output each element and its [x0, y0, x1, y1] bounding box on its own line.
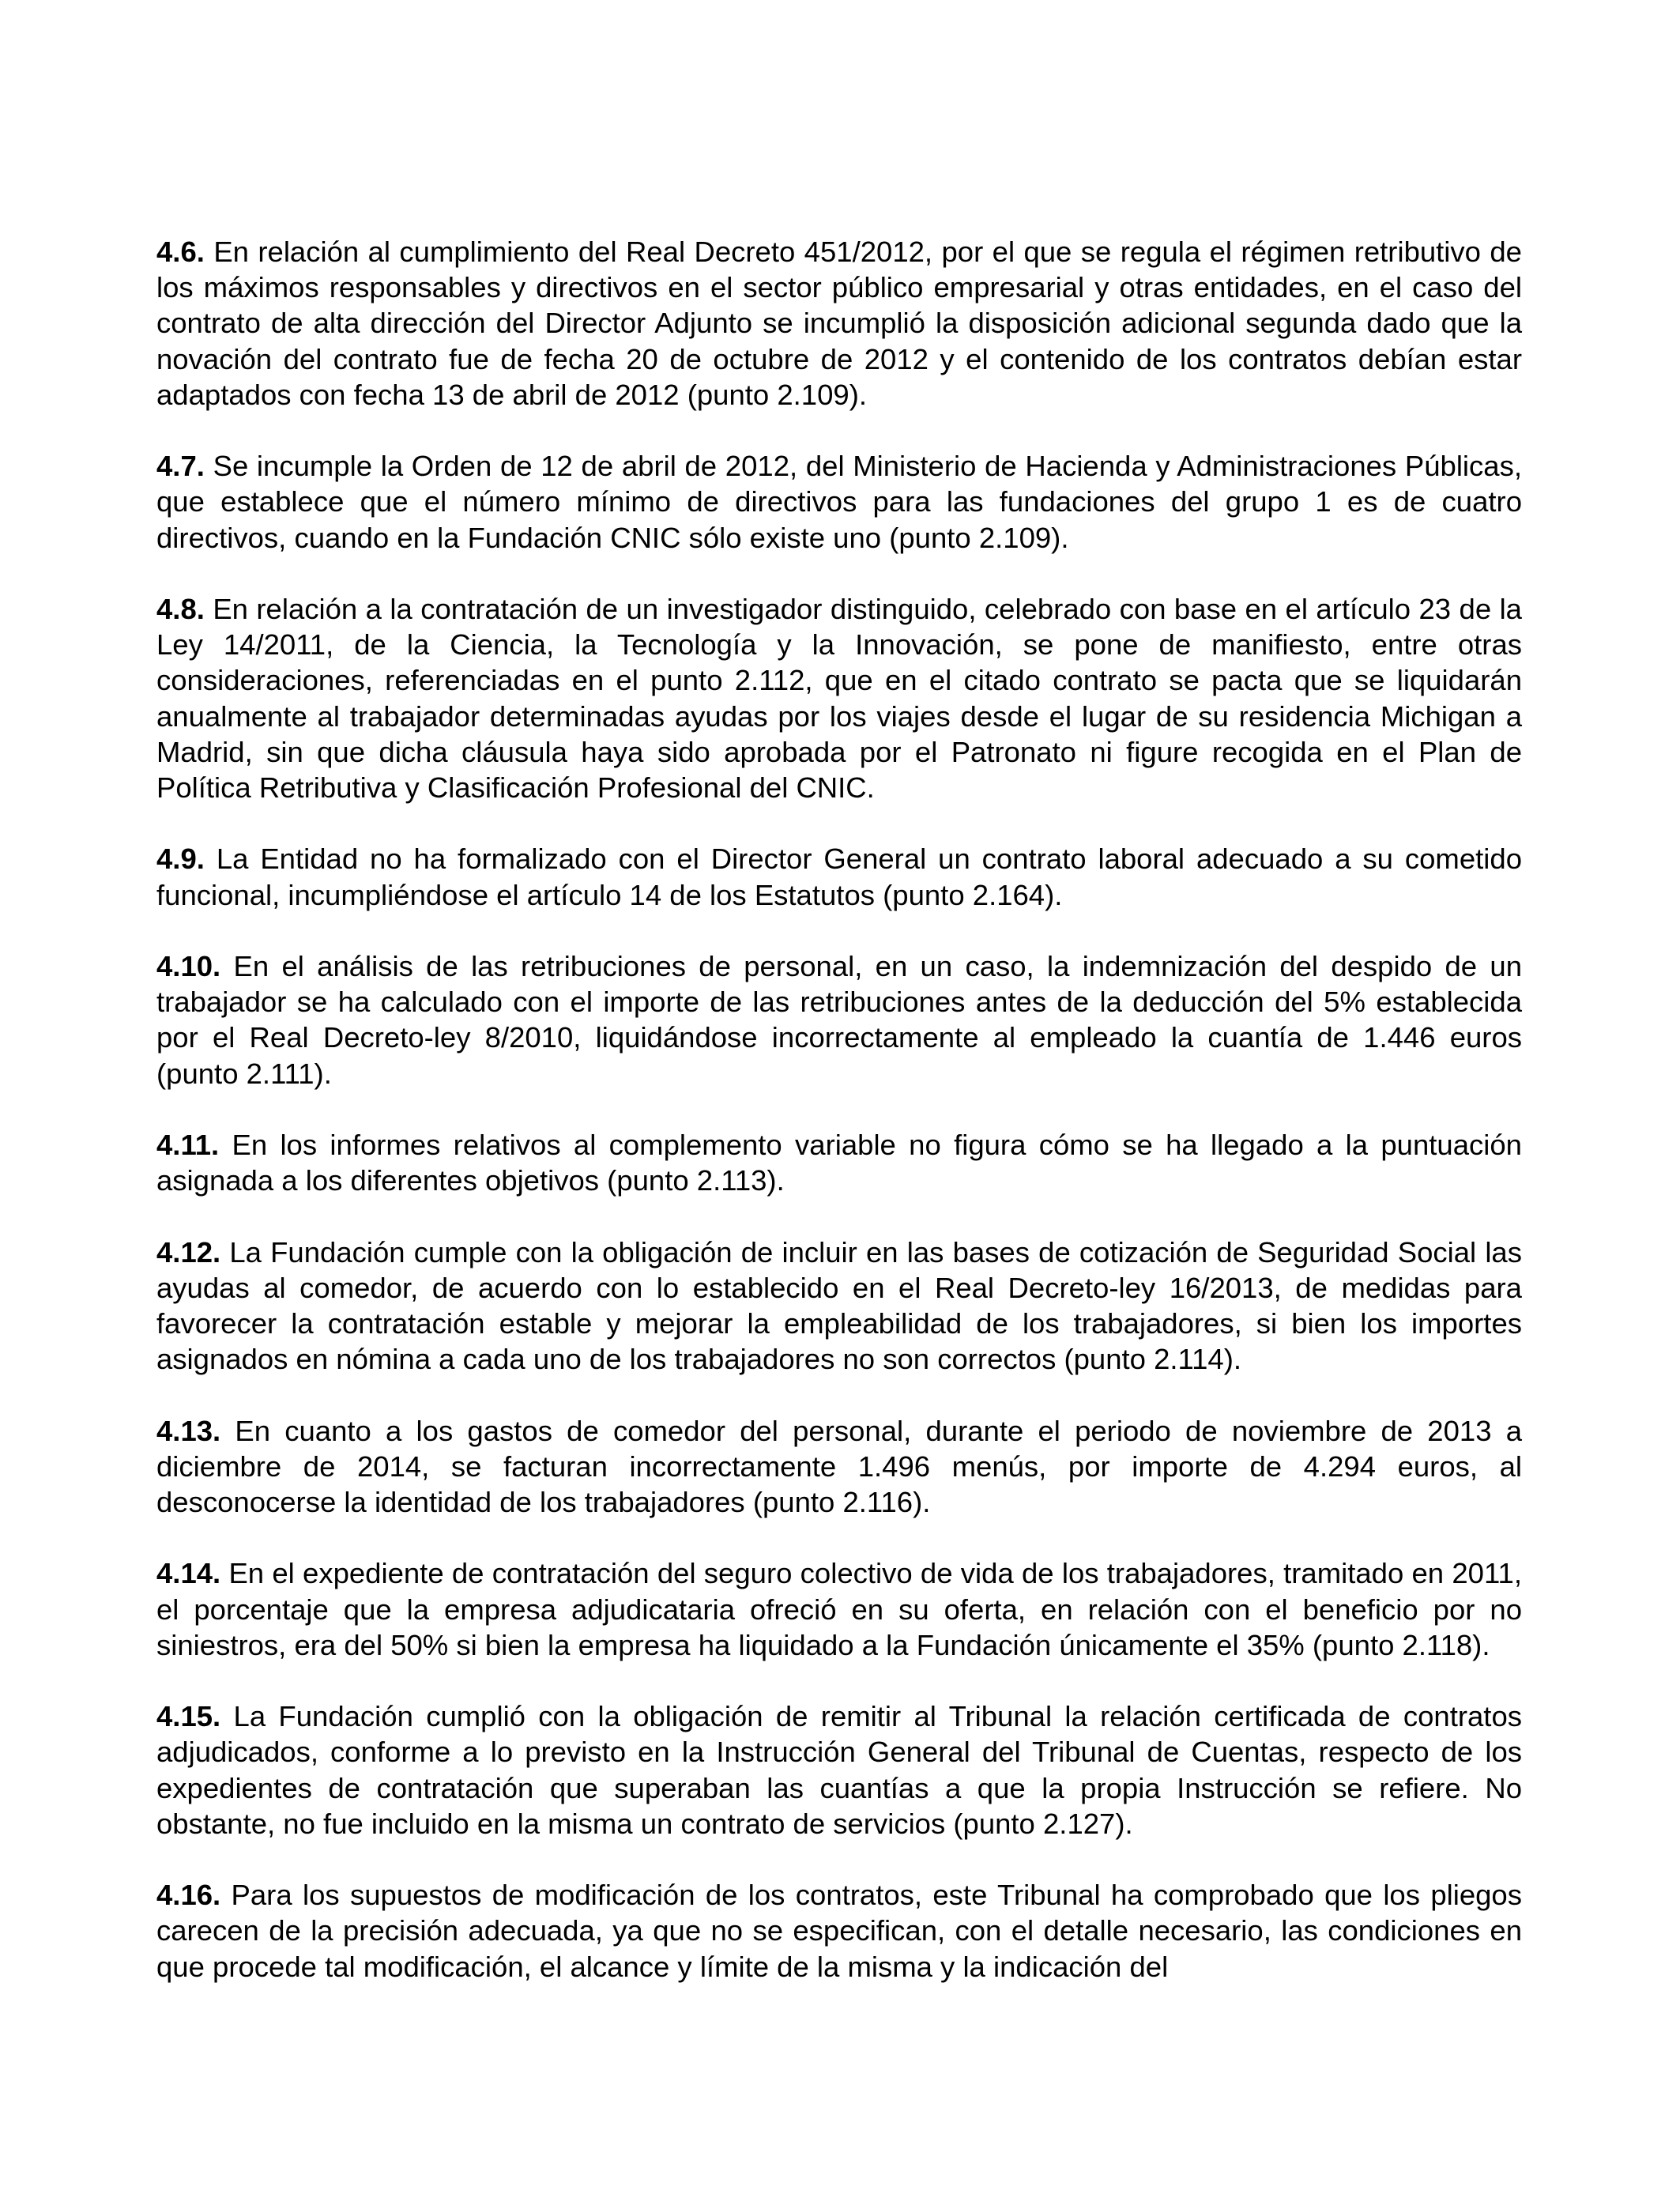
paragraph-number: 4.8. — [156, 593, 205, 625]
paragraph-text: En el expediente de contratación del seguro colectivo de vida de los trabajadores, tramitado en 2011, el porcentaje que la empresa adjudicataria ofreció en su oferta, en relación con el beneficio por no siniestros, era del 50% si bien la empresa ha liquidado a la Fundación únicamente el 35% (punto 2.118). — [156, 1557, 1522, 1661]
paragraph-text: En relación a la contratación de un investigador distinguido, celebrado con base en el artículo 23 de la Ley 14/2011, de la Ciencia, la Tecnología y la Innovación, se pone de manifiesto, entre otras consideraciones, referenciadas en el punto 2.112, que en el citado contrato se pacta que se liquidarán anualmente al trabajador determinadas ayudas por los viajes desde el lugar de su residencia Michigan a Madrid, sin que dicha cláusula haya sido aprobada por el Patronato ni figure recogida en el Plan de Política Retributiva y Clasificación Profesional del CNIC. — [156, 593, 1522, 805]
paragraph-number: 4.11. — [156, 1129, 220, 1161]
paragraph-number: 4.15. — [156, 1700, 221, 1733]
paragraph-4-14 — [156, 1555, 1522, 1663]
paragraph-number: 4.9. — [156, 843, 205, 876]
paragraph-4-10 — [156, 948, 1522, 1091]
paragraph-text: La Fundación cumplió con la obligación de remitir al Tribunal la relación certificada de contratos adjudicados, conforme a lo previsto en la Instrucción General del Tribunal de Cuentas, respecto de los expedientes de contratación que superaban las cuantías a que la propia Instrucción se refiere. No obstante, no fue incluido en la misma un contrato de servicios (punto 2.127). — [156, 1700, 1522, 1840]
paragraph-number: 4.7. — [156, 450, 205, 483]
paragraph-text: En los informes relativos al complemento variable no figura cómo se ha llegado a la puntuación asignada a los diferentes objetivos (punto 2.113). — [156, 1129, 1522, 1197]
paragraph-number: 4.14. — [156, 1557, 221, 1590]
paragraph-4-16 — [156, 1877, 1522, 1985]
paragraph-text: En cuanto a los gastos de comedor del personal, durante el periodo de noviembre de 2013 a diciembre de 2014, se facturan incorrectamente 1.496 menús, por importe de 4.294 euros, al desconocerse la identidad de los trabajadores (punto 2.116). — [156, 1414, 1522, 1518]
paragraph-number: 4.6. — [156, 236, 205, 268]
paragraph-text: En relación al cumplimiento del Real Decreto 451/2012, por el que se regula el régimen retributivo de los máximos responsables y directivos en el sector público empresarial y otras entidades, en el caso del contrato de alta dirección del Director Adjunto se incumplió la disposición adicional segunda dado que la novación del contrato fue de fecha 20 de octubre de 2012 y el contenido de los contratos debían estar adaptados con fecha 13 de abril de 2012 (punto 2.109). — [156, 236, 1522, 411]
paragraph-number: 4.13. — [156, 1414, 221, 1447]
paragraph-number: 4.10. — [156, 950, 221, 982]
paragraph-number: 4.12. — [156, 1235, 221, 1269]
paragraph-4-12 — [156, 1235, 1522, 1378]
paragraph-4-7 — [156, 448, 1522, 556]
paragraph-4-6 — [156, 234, 1522, 413]
paragraph-number: 4.16. — [156, 1879, 221, 1912]
paragraph-text: Para los supuestos de modificación de los contratos, este Tribunal ha comprobado que los pliegos carecen de la precisión adecuada, ya que no se especifican, con el detalle necesario, las condiciones en que procede tal modificación, el alcance y límite de la misma y la indicación del — [156, 1879, 1522, 1983]
paragraph-text: En el análisis de las retribuciones de personal, en un caso, la indemnización del despido de un trabajador se ha calculado con el importe de las retribuciones antes de la deducción del 5% establecida por el Real Decreto-ley 8/2010, liquidándose incorrectamente al empleado la cuantía de 1.446 euros (punto 2.111). — [156, 950, 1522, 1090]
paragraph-4-15 — [156, 1698, 1522, 1842]
paragraph-4-13 — [156, 1413, 1522, 1521]
paragraph-4-11 — [156, 1127, 1522, 1198]
paragraph-text: Se incumple la Orden de 12 de abril de 2012, del Ministerio de Hacienda y Administraciones Públicas, que establece que el número mínimo de directivos para las fundaciones del grupo 1 es de cuatro directivos, cuando en la Fundación CNIC sólo existe uno (punto 2.109). — [156, 450, 1522, 554]
paragraph-text: La Fundación cumple con la obligación de incluir en las bases de cotización de Seguridad Social las ayudas al comedor, de acuerdo con lo establecido en el Real Decreto-ley 16/2013, de medidas para favorecer la contratación estable y mejorar la empleabilidad de los trabajadores, si bien los importes asignados en nómina a cada uno de los trabajadores no son correctos (punto 2.114). — [156, 1235, 1522, 1376]
paragraph-4-8 — [156, 591, 1522, 805]
paragraph-text: La Entidad no ha formalizado con el Director General un contrato laboral adecuado a su cometido funcional, incumpliéndose el artículo 14 de los Estatutos (punto 2.164). — [156, 843, 1522, 911]
document-page — [156, 234, 1522, 1985]
paragraph-4-9 — [156, 841, 1522, 912]
